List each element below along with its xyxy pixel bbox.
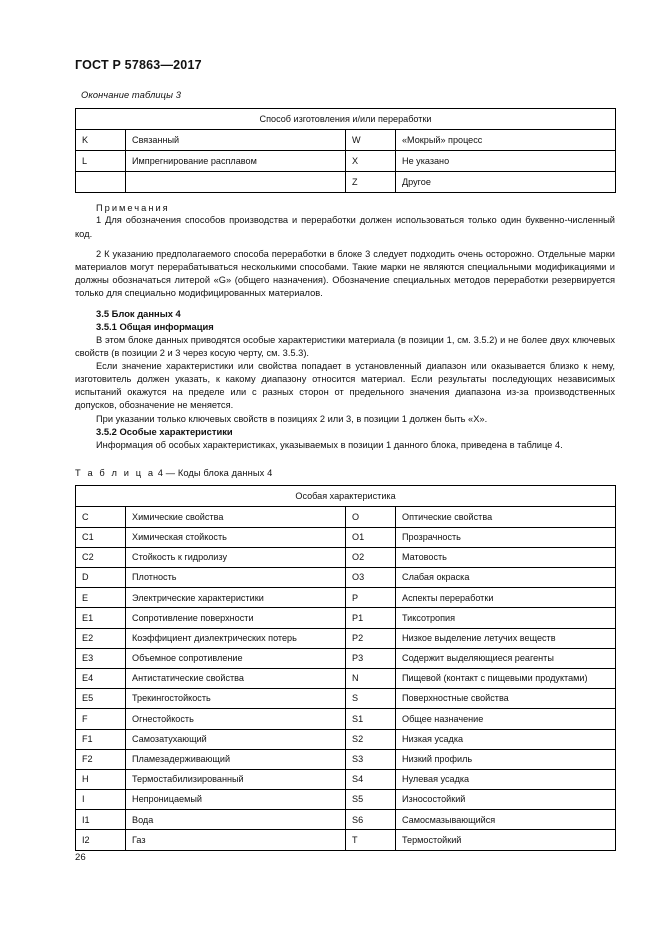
- table-row: [76, 668, 616, 688]
- code-cell: H: [76, 769, 126, 789]
- description-cell: Нулевая усадка: [396, 769, 616, 789]
- description-cell: Связанный: [126, 130, 346, 151]
- code-cell: E3: [76, 648, 126, 668]
- code-cell: P: [346, 588, 396, 608]
- code-cell: D: [76, 568, 126, 588]
- table3-header-cell: Способ изготовления и/или переработки: [76, 109, 616, 130]
- table4-caption: [75, 468, 615, 478]
- code-cell: C: [76, 507, 126, 527]
- description-cell: Низкая усадка: [396, 729, 616, 749]
- code-cell: I2: [76, 830, 126, 850]
- code-cell: I: [76, 790, 126, 810]
- notes-title: Примечания: [96, 203, 170, 214]
- table-row: [76, 810, 616, 830]
- description-cell: [126, 172, 346, 193]
- code-cell: X: [346, 151, 396, 172]
- table-row: [76, 568, 616, 588]
- table-row: [76, 588, 616, 608]
- table-row: [76, 527, 616, 547]
- description-cell: Трекингостойкость: [126, 689, 346, 709]
- code-cell: F: [76, 709, 126, 729]
- code-cell: E: [76, 588, 126, 608]
- paragraph-3-5-2-a: Информация об особых характеристиках, указываемых в позиции 1 данного блока, приведена в таблице 4.: [96, 439, 563, 450]
- description-cell: Плотность: [126, 568, 346, 588]
- code-cell: S: [346, 689, 396, 709]
- description-cell: Слабая окраска: [396, 568, 616, 588]
- code-cell: L: [76, 151, 126, 172]
- table-row: [76, 790, 616, 810]
- description-cell: Тиксотропия: [396, 608, 616, 628]
- code-cell: O: [346, 507, 396, 527]
- description-cell: Термостабилизированный: [126, 769, 346, 789]
- table-row: [76, 507, 616, 527]
- code-cell: S5: [346, 790, 396, 810]
- description-cell: Огнестойкость: [126, 709, 346, 729]
- description-cell: Самосмазывающийся: [396, 810, 616, 830]
- description-cell: Импрегнирование расплавом: [126, 151, 346, 172]
- table-row: [76, 547, 616, 567]
- code-cell: K: [76, 130, 126, 151]
- heading-3-5-1: 3.5.1 Общая информация: [96, 320, 214, 332]
- code-cell: E1: [76, 608, 126, 628]
- table-row: [76, 628, 616, 648]
- description-cell: Химические свойства: [126, 507, 346, 527]
- code-cell: Z: [346, 172, 396, 193]
- code-cell: P2: [346, 628, 396, 648]
- table-4: [75, 485, 616, 851]
- standard-number-header: ГОСТ Р 57863—2017: [75, 58, 202, 72]
- description-cell: Пламезадерживающий: [126, 749, 346, 769]
- table4-header-row: [76, 485, 616, 506]
- description-cell: Стойкость к гидролизу: [126, 547, 346, 567]
- description-cell: Прозрачность: [396, 527, 616, 547]
- code-cell: P1: [346, 608, 396, 628]
- code-cell: S4: [346, 769, 396, 789]
- table-row: [76, 689, 616, 709]
- code-cell: C2: [76, 547, 126, 567]
- description-cell: Аспекты переработки: [396, 588, 616, 608]
- code-cell: N: [346, 668, 396, 688]
- code-cell: S1: [346, 709, 396, 729]
- code-cell: C1: [76, 527, 126, 547]
- description-cell: Вода: [126, 810, 346, 830]
- description-cell: Низкое выделение летучих веществ: [396, 628, 616, 648]
- heading-3-5: 3.5 Блок данных 4: [96, 307, 181, 319]
- code-cell: W: [346, 130, 396, 151]
- code-cell: O2: [346, 547, 396, 567]
- description-cell: «Мокрый» процесс: [396, 130, 616, 151]
- code-cell: S6: [346, 810, 396, 830]
- note-item-2: 2 К указанию предполагаемого способа переработки в блоке 3 следует подходить очень осторожно. Отдельные марки материалов могут перерабатываться несколькими способами. Такие марки не являются специальными модификациями и должны обозначаться литерой «G» (общего назначения). Обозначение специальных методов переработки резервируется только для специально модифицированных материалов.: [75, 248, 615, 299]
- note-item-1: 1 Для обозначения способов производства и переработки должен использоваться только один буквенно-численный код.: [75, 215, 615, 239]
- table-row: [76, 709, 616, 729]
- notes-block: [75, 203, 615, 300]
- description-cell: Поверхностные свойства: [396, 689, 616, 709]
- code-cell: S3: [346, 749, 396, 769]
- paragraph-3-5-1-c: При указании только ключевых свойств в позициях 2 или 3, в позиции 1 должен быть «Х».: [96, 413, 488, 424]
- code-cell: P3: [346, 648, 396, 668]
- table4-header-cell: Особая характеристика: [76, 485, 616, 506]
- code-cell: O1: [346, 527, 396, 547]
- table-3: [75, 108, 616, 193]
- table-row: [76, 130, 616, 151]
- description-cell: Оптические свойства: [396, 507, 616, 527]
- code-cell: O3: [346, 568, 396, 588]
- code-cell: E4: [76, 668, 126, 688]
- description-cell: Другое: [396, 172, 616, 193]
- table-row: [76, 769, 616, 789]
- table-row: [76, 749, 616, 769]
- description-cell: Коэффициент диэлектрических потерь: [126, 628, 346, 648]
- table-row: [76, 830, 616, 850]
- description-cell: Сопротивление поверхности: [126, 608, 346, 628]
- table3-header-row: [76, 109, 616, 130]
- description-cell: Износостойкий: [396, 790, 616, 810]
- description-cell: Газ: [126, 830, 346, 850]
- description-cell: Термостойкий: [396, 830, 616, 850]
- heading-3-5-2: 3.5.2 Особые характеристики: [96, 425, 233, 437]
- paragraph-3-5-1-a: В этом блоке данных приводятся особые характеристики материала (в позиции 1, см. 3.5.2) и не более двух ключевых свойств (в позиции 2 и 3 через косую черту, см. 3.5.3).: [75, 334, 615, 358]
- table4-caption-rest: 4 — Коды блока данных 4: [157, 467, 273, 478]
- code-cell: T: [346, 830, 396, 850]
- table-row: [76, 151, 616, 172]
- description-cell: Объемное сопротивление: [126, 648, 346, 668]
- description-cell: Не указано: [396, 151, 616, 172]
- table-row: [76, 172, 616, 193]
- code-cell: E2: [76, 628, 126, 648]
- code-cell: [76, 172, 126, 193]
- table3-body: [76, 130, 616, 193]
- code-cell: E5: [76, 689, 126, 709]
- description-cell: Самозатухающий: [126, 729, 346, 749]
- description-cell: Общее назначение: [396, 709, 616, 729]
- description-cell: Непроницаемый: [126, 790, 346, 810]
- code-cell: S2: [346, 729, 396, 749]
- table3-caption: Окончание таблицы 3: [81, 90, 181, 100]
- description-cell: Пищевой (контакт с пищевыми продуктами): [396, 668, 616, 688]
- code-cell: I1: [76, 810, 126, 830]
- table4-caption-prefix: Т а б л и ц а: [75, 467, 156, 478]
- table-row: [76, 729, 616, 749]
- description-cell: Антистатические свойства: [126, 668, 346, 688]
- table4-body: [76, 507, 616, 850]
- paragraph-3-5-1-b: Если значение характеристики или свойства попадает в установленный диапазон или оказывается близко к нему, изготовитель должен указать, к какому диапазону относится материал. Если результаты последующих независимых испытаний окажутся на пределе или с разных сторон от предельного значения диапазона из-за производственных допусков, обозначение не меняется.: [75, 360, 615, 411]
- table-row: [76, 608, 616, 628]
- description-cell: Электрические характеристики: [126, 588, 346, 608]
- page-number: 26: [75, 852, 86, 863]
- table-row: [76, 648, 616, 668]
- code-cell: F1: [76, 729, 126, 749]
- description-cell: Содержит выделяющиеся реагенты: [396, 648, 616, 668]
- page-content: [75, 90, 615, 851]
- description-cell: Матовость: [396, 547, 616, 567]
- description-cell: Низкий профиль: [396, 749, 616, 769]
- description-cell: Химическая стойкость: [126, 527, 346, 547]
- code-cell: F2: [76, 749, 126, 769]
